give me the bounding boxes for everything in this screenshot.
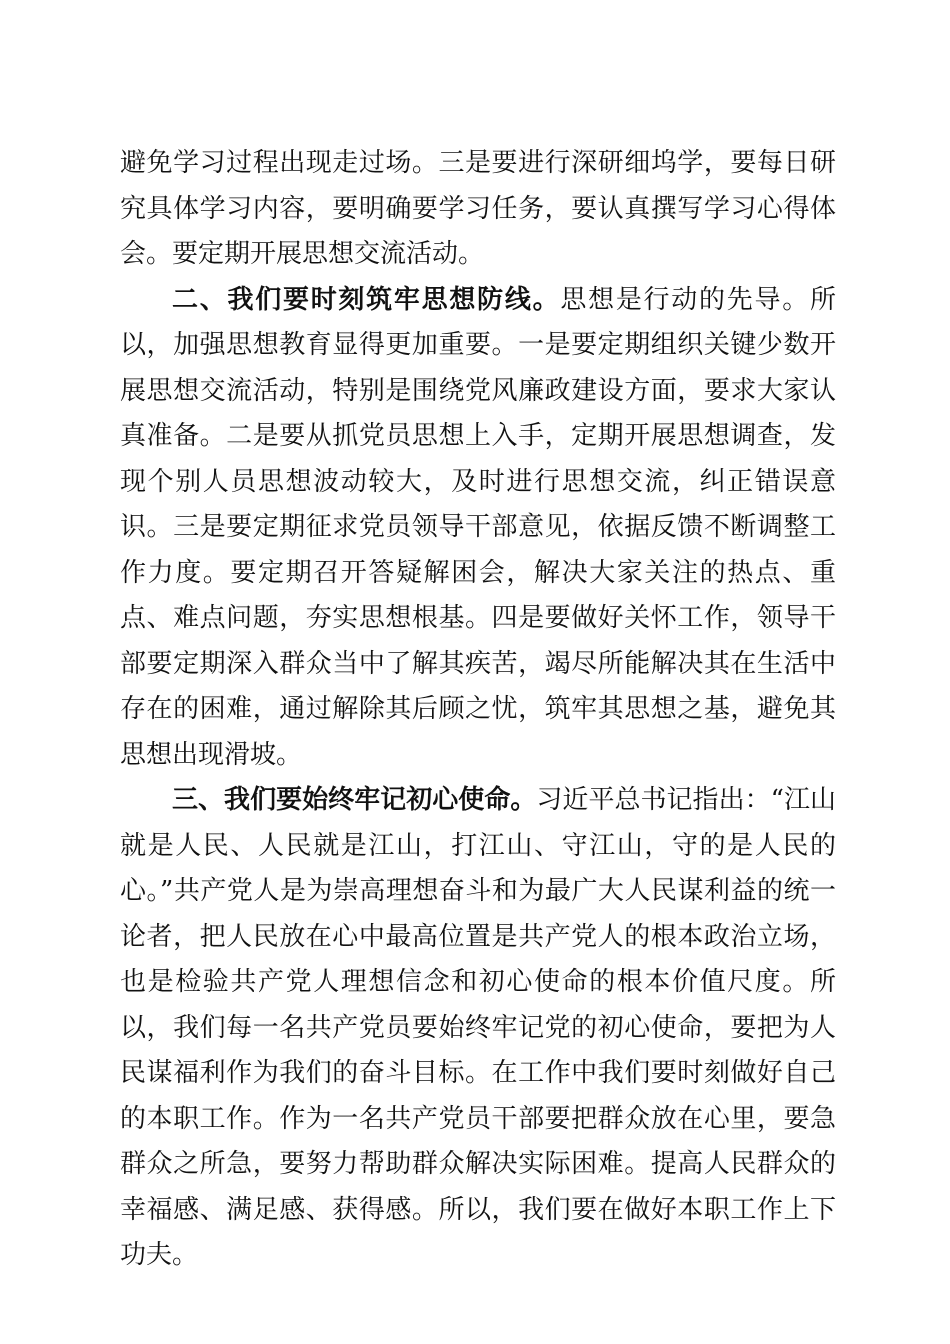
- paragraph-text: 避免学习过程出现走过场。三是要进行深研细坞学，要每日研究具体学习内容，要明确要学习任务，要认真撰写学习心得体会。要定期开展思想交流活动。: [120, 148, 836, 269]
- paragraph-text: 思想是行动的先导。所以，加强思想教育显得更加重要。一是要定期组织关键少数开展思想交流活动，特别是围绕党风廉政建设方面，要求大家认真准备。二是要从抓党员思想上入手，定期开展思想调查，发现个别人员思想波动较大，及时进行思想交流，纠正错误意识。三是要定期征求党员领导干部意见，依据反馈不断调整工作力度。要定期召开答疑解困会，解决大家关注的热点、重点、难点问题，夯实思想根基。四是要做好关怀工作，领导干部要定期深入群众当中了解其疾苦，竭尽所能解决其在生活中存在的困难，通过解除其后顾之忧，筑牢其思想之基，避免其思想出现滑坡。: [120, 284, 836, 770]
- section-heading-two: 二、我们要时刻筑牢思想防线。: [172, 284, 561, 315]
- paragraph-thought-defense: [120, 278, 836, 779]
- paragraph-text: 习近平总书记指出：“江山就是人民、人民就是江山，打江山、守江山，守的是人民的心。”共产党人是为崇高理想奋斗和为最广大人民谋利益的统一论者，把人民放在心中最高位置是共产党人的根本政治立场，也是检验共产党人理想信念和初心使命的根本价值尺度。所以，我们每一名共产党员要始终牢记党的初心使命，要把为人民谋福利作为我们的奋斗目标。在工作中我们要时刻做好自己的本职工作。作为一名共产党员干部要把群众放在心里，要急群众之所急，要努力帮助群众解决实际困难。提高人民群众的幸福感、满足感、获得感。所以，我们要在做好本职工作上下功夫。: [120, 785, 836, 1270]
- section-heading-three: 三、我们要始终牢记初心使命。: [172, 785, 537, 815]
- paragraph-original-mission: [120, 778, 836, 1279]
- paragraph-continuation: [120, 141, 836, 278]
- document-body: [120, 141, 836, 1279]
